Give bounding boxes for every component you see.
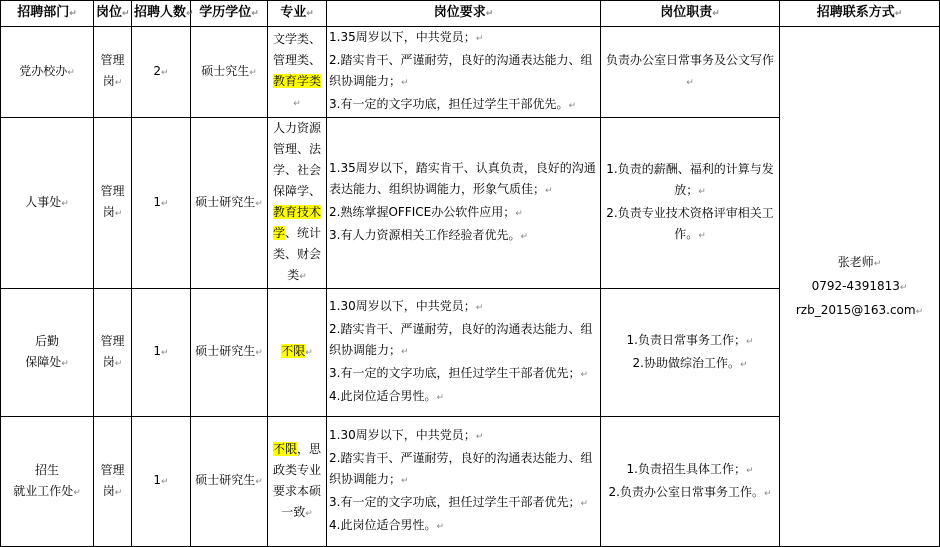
requirements-cell: 1.35周岁以下，中共党员；↵ 2.踏实肯干、严谨耐劳，良好的沟通表达能力、组织协调能力；↵ 3.有一定的文字功底，担任过学生干部优先。↵ (327, 27, 601, 118)
contact-email[interactable]: rzb_2015@163.com↵ (795, 302, 924, 317)
degree-cell: 硕士究生↵ (191, 27, 268, 118)
dept-cell: 后勤 保障处↵ (1, 289, 94, 417)
count-cell: 2↵ (132, 27, 191, 118)
contact-cell (780, 27, 940, 547)
duties-cell: 负责办公室日常事务及公文写作↵ (601, 27, 780, 118)
count-cell: 1↵ (132, 118, 191, 289)
table-row (1, 27, 940, 118)
header-duties: 岗位职责↵ (601, 1, 780, 27)
degree-cell: 硕士研究生↵ (191, 417, 268, 547)
dept-cell: 人事处↵ (1, 118, 94, 289)
requirements-cell: 1.30周岁以下，中共党员；↵ 2.踏实肯干、严谨耐劳，良好的沟通表达能力、组织协调能力；↵ 3.有一定的文字功底，担任过学生干部者优先；↵ 4.此岗位适合男性。↵ (327, 289, 601, 417)
dept-cell: 党办校办↵ (1, 27, 94, 118)
header-dept: 招聘部门↵ (1, 1, 94, 27)
major-cell: 不限↵ (268, 289, 327, 417)
duties-cell: 1.负责日常事务工作；↵ 2.协助做综治工作。↵ (601, 289, 780, 417)
requirements-cell: 1.30周岁以下，中共党员；↵ 2.踏实肯干、严谨耐劳，良好的沟通表达能力、组织协调能力；↵ 3.有一定的文字功底，担任过学生干部者优先；↵ 4.此岗位适合男性。↵ (327, 417, 601, 547)
contact-name: 张老师↵ (837, 254, 882, 269)
header-major: 专业↵ (268, 1, 327, 27)
degree-cell: 硕士研究生↵ (191, 118, 268, 289)
header-post: 岗位↵ (94, 1, 132, 27)
post-cell: 管理 岗↵ (94, 417, 132, 547)
count-cell: 1↵ (132, 289, 191, 417)
post-cell: 管理 岗↵ (94, 289, 132, 417)
header-contact: 招聘联系方式↵ (780, 1, 940, 27)
header-row (1, 1, 940, 27)
duties-cell: 1.负责招生具体工作；↵ 2.负责办公室日常事务工作。↵ (601, 417, 780, 547)
header-requirements: 岗位要求↵ (327, 1, 601, 27)
major-cell: 不限，思政类专业要求本硕一致↵ (268, 417, 327, 547)
major-cell: 文学类、管理类、教育学类↵ (268, 27, 327, 118)
dept-cell: 招生 就业工作处↵ (1, 417, 94, 547)
degree-cell: 硕士研究生↵ (191, 289, 268, 417)
count-cell: 1↵ (132, 417, 191, 547)
duties-cell: 1.负责的薪酬、福利的计算与发放；↵ 2.负责专业技术资格评审相关工作。↵ (601, 118, 780, 289)
major-cell: 人力资源管理、法学、社会保障学、教育技术学、统计类、财会类↵ (268, 118, 327, 289)
header-count: 招聘人数↵ (132, 1, 191, 27)
contact-phone: 0792-4391813↵ (811, 278, 908, 293)
post-cell: 管理 岗↵ (94, 118, 132, 289)
post-cell: 管理 岗↵ (94, 27, 132, 118)
header-degree: 学历学位↵ (191, 1, 268, 27)
requirements-cell: 1.35周岁以下，踏实肯干、认真负责，良好的沟通表达能力、组织协调能力，形象气质佳；↵ 2.熟练掌握OFFICE办公软件应用；↵ 3.有人力资源相关工作经验者优先。↵ (327, 118, 601, 289)
